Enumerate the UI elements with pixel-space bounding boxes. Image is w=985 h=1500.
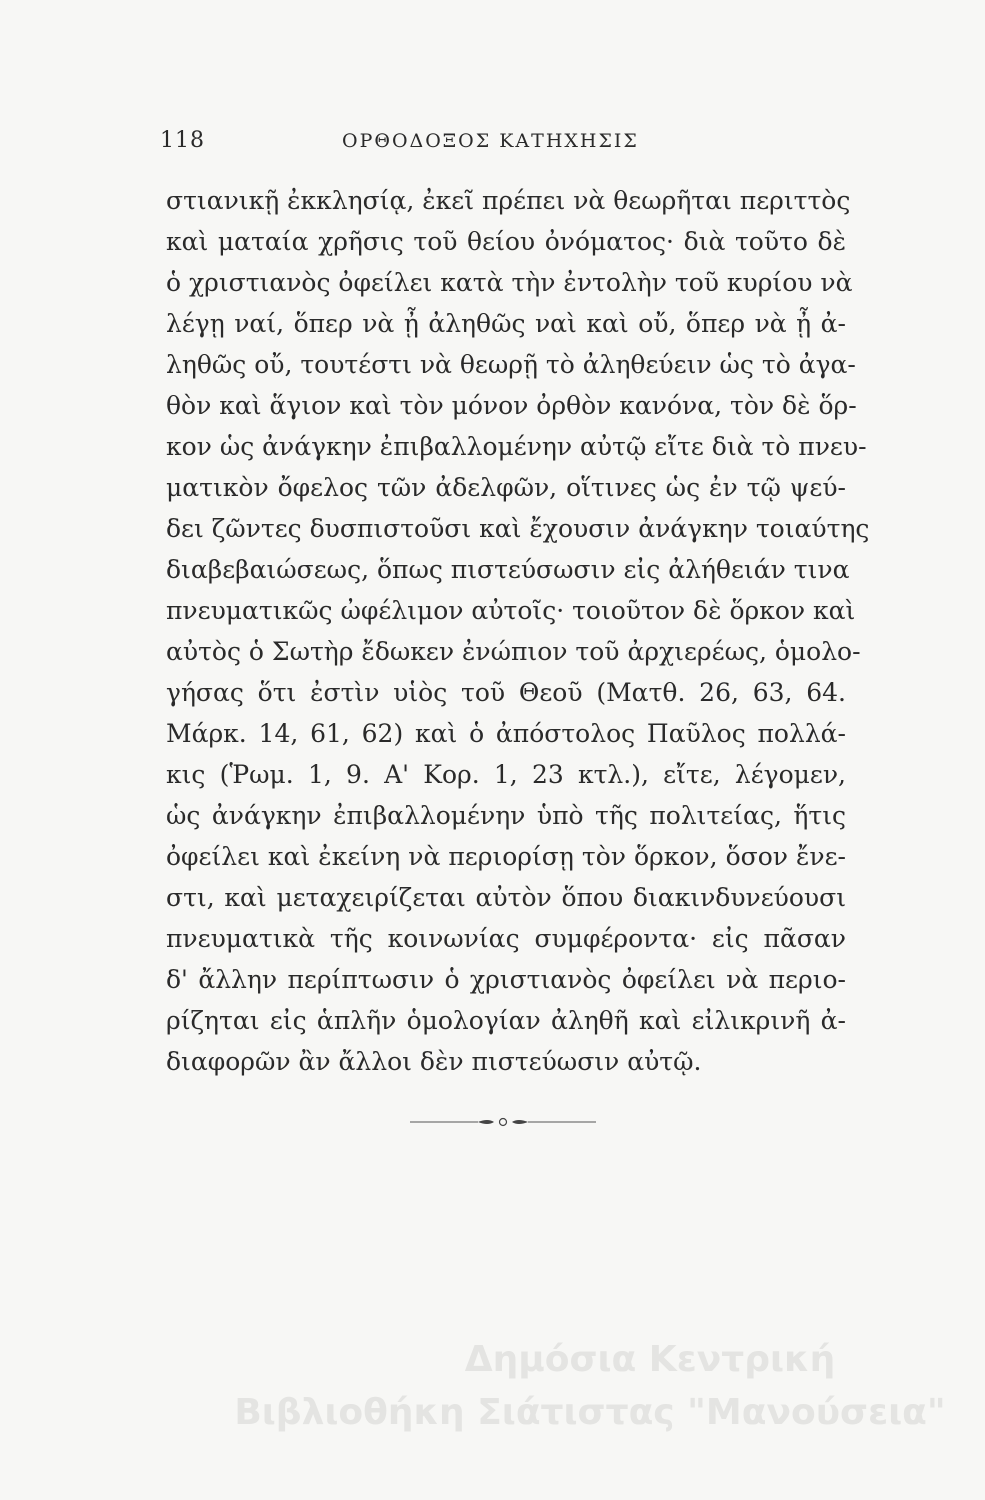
text-line: διαβεβαιώσεως, ὅπως πιστεύσωσιν εἰς ἀλήθειάν τινα — [166, 555, 850, 584]
text-line: ληθῶς οὔ, τουτέστι νὰ θεωρῇ τὸ ἀληθεύειν ὡς τὸ ἀγα- — [166, 350, 856, 379]
text-line: Μάρκ. 14, 61, 62) καὶ ὁ ἀπόστολος Παῦλος πολλά- — [166, 719, 846, 748]
text-line: λέγῃ ναί, ὅπερ νὰ ᾖ ἀληθῶς ναὶ καὶ οὔ, ὅπερ νὰ ᾖ ἀ- — [166, 309, 846, 338]
text-line: στι, καὶ μεταχειρίζεται αὐτὸν ὅπου διακινδυνεύουσι — [166, 883, 846, 912]
watermark-line: Δημόσια Κεντρική — [464, 1339, 836, 1380]
text-line: καὶ ματαία χρῆσις τοῦ θείου ὀνόματος· διὰ τοῦτο δὲ — [166, 227, 846, 256]
text-line: ὀφείλει καὶ ἐκείνη νὰ περιορίσῃ τὸν ὅρκον, ὅσον ἔνε- — [166, 842, 846, 871]
library-watermark — [225, 1335, 955, 1441]
text-line: δει ζῶντες δυσπιστοῦσι καὶ ἔχουσιν ἀνάγκην τοιαύτης — [166, 514, 870, 543]
body-text — [166, 180, 870, 1082]
text-line: κον ὡς ἀνάγκην ἐπιβαλλομένην αὐτῷ εἴτε διὰ τὸ πνευ- — [166, 432, 867, 461]
running-title: ΟΡΘΟΔΟΞΟΣ ΚΑΤΗΧΗΣΙΣ — [342, 130, 639, 152]
text-line: αὐτὸς ὁ Σωτὴρ ἔδωκεν ἐνώπιον τοῦ ἀρχιερέως, ὁμολο- — [166, 637, 861, 666]
text-line: ρίζηται εἰς ἁπλῆν ὁμολογίαν ἀληθῆ καὶ εἰλικρινῆ ἀ- — [166, 1006, 846, 1035]
text-line: κις (Ῥωμ. 1, 9. Α' Κορ. 1, 23 κτλ.), εἴτε, λέγομεν, — [166, 760, 846, 789]
text-line: ὁ χριστιανὸς ὀφείλει κατὰ τὴν ἐντολὴν τοῦ κυρίου νὰ — [166, 268, 853, 297]
text-line: ματικὸν ὄφελος τῶν ἀδελφῶν, οἵτινες ὡς ἐν τῷ ψεύ- — [166, 473, 846, 502]
watermark-line: Βιβλιοθήκη Σιάτιστας "Μανούσεια" — [234, 1392, 946, 1433]
page-number: 118 — [160, 128, 205, 153]
text-line: δ' ἄλλην περίπτωσιν ὁ χριστιανὸς ὀφείλει νὰ περιο- — [166, 965, 846, 994]
page-header — [160, 128, 860, 164]
text-line: ὡς ἀνάγκην ἐπιβαλλομένην ὑπὸ τῆς πολιτείας, ἥτις — [166, 801, 846, 830]
text-line: θὸν καὶ ἅγιον καὶ τὸν μόνον ὀρθὸν κανόνα, τὸν δὲ ὅρ- — [166, 391, 857, 420]
text-line: γήσας ὅτι ἐστὶν υἱὸς τοῦ Θεοῦ (Ματθ. 26, 63, 64. — [166, 678, 846, 707]
text-line: στιανικῇ ἐκκλησίᾳ, ἐκεῖ πρέπει νὰ θεωρῆται περιττὸς — [166, 186, 851, 215]
section-end-ornament — [408, 1116, 598, 1128]
text-line: πνευματικῶς ὠφέλιμον αὐτοῖς· τοιοῦτον δὲ ὅρκον καὶ — [166, 596, 856, 625]
text-line-last: διαφορῶν ἂν ἄλλοι δὲν πιστεύωσιν αὐτῷ. — [166, 1047, 702, 1076]
text-line: πνευματικὰ τῆς κοινωνίας συμφέροντα· εἰς πᾶσαν — [166, 924, 846, 953]
